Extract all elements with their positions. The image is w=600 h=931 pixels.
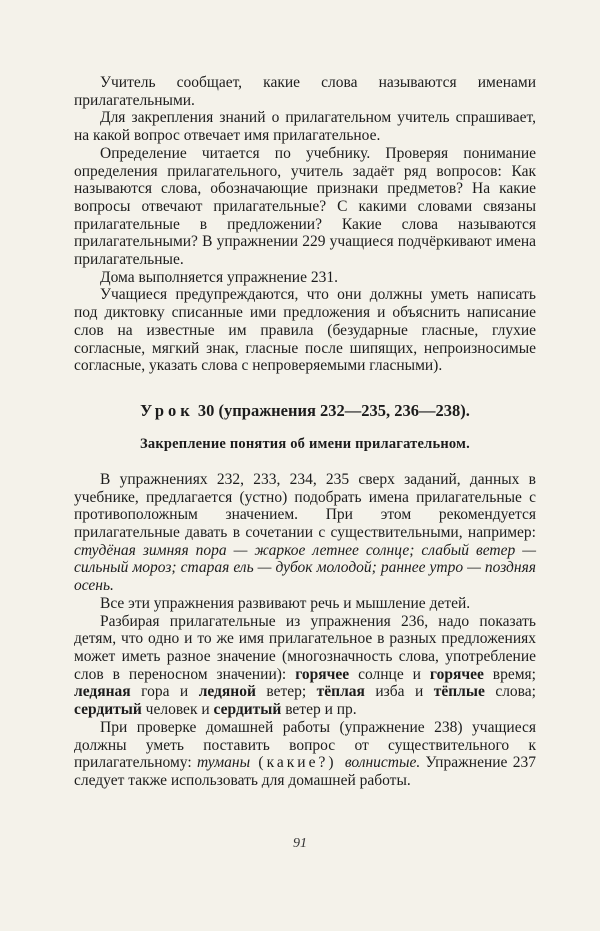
- paragraph-1: Учитель сообщает, какие слова называются именами прилагательными.: [74, 74, 536, 109]
- paragraph-6-text: В упражнениях 232, 233, 234, 235 сверх заданий, данных в учебнике, предлагается (устно) подобрать имена прилагательные с противоположным значением. При этом рекомендуется прилагательные давать в сочетании с существительными, например:: [74, 470, 536, 542]
- page-content: [74, 74, 536, 790]
- paragraph-8: [74, 613, 536, 719]
- paragraph-8-text: ветер и пр.: [281, 701, 357, 719]
- bold-word: сердитый: [213, 701, 282, 719]
- page-number: 91: [293, 836, 307, 851]
- paragraph-5: Учащиеся предупреждаются, что они должны уметь написать под диктовку списанные ими предложения и объяснить написание слов на известные им правила (безударные гласные, глухие согласные, мягкий знак, гласные после шипящих, непроизносимые согласные, указать слова с непроверяемыми гласными).: [74, 286, 536, 375]
- paragraph-8-text: гора и: [130, 683, 199, 701]
- paragraph-3: Определение читается по учебнику. Проверяя понимание определения прилагательного, учитель задаёт ряд вопросов: Как называются слова, обозначающие признаки предметов? На какие вопросы отвечают прилагательные? С какими словами связаны прилагательные в предложении? Какие слова называются прилагательными? В упражнении 229 учащиеся подчёркивают имена прилагательные.: [74, 144, 536, 269]
- paragraph-4: Дома выполняется упражнение 231.: [100, 268, 338, 286]
- paragraph-9-text: При проверке домашней работы (упражнение 238) учащиеся должны уметь поставить вопрос от существительного к прилагательному:: [74, 718, 536, 772]
- paragraph-8-text: человек и: [141, 701, 214, 719]
- paragraph-9: [74, 719, 536, 790]
- bold-word: ледяной: [198, 683, 256, 701]
- paragraph-7: Все эти упражнения развивают речь и мышление детей.: [100, 594, 471, 612]
- bold-word: сердитый: [74, 701, 142, 719]
- italic-word: туманы: [196, 754, 251, 772]
- bold-word: горячее: [429, 665, 484, 683]
- paragraph-9-text: Упражнение 237 следует также использовать для домашней работы.: [74, 754, 536, 789]
- paragraph-8-text: солнце и: [349, 665, 430, 683]
- paragraph-8-text: время;: [483, 665, 536, 683]
- bold-word: горячее: [295, 665, 350, 683]
- lesson-title: [74, 401, 536, 421]
- italic-word: волнистые.: [344, 754, 421, 772]
- bold-word: ледяная: [74, 683, 131, 701]
- paragraph-2: Для закрепления знаний о прилагательном учитель спрашивает, на какой вопрос отвечает имя прилагательное.: [74, 109, 536, 145]
- paragraph-6: [74, 471, 536, 595]
- question-word: (какие?): [250, 754, 345, 772]
- lesson-word: Урок: [140, 400, 194, 420]
- lesson-topic: Закрепление понятия об имени прилагательном.: [140, 435, 470, 452]
- paragraph-8-text: слова;: [484, 683, 536, 701]
- bold-word: тёплые: [433, 683, 485, 701]
- paragraph-8-text: ветер;: [255, 683, 317, 701]
- bold-word: тёплая: [316, 683, 365, 701]
- paragraph-6-examples: студёная зимняя пора — жаркое летнее солнце; слабый ветер — сильный мороз; старая ель — дубок молодой; раннее утро — поздняя осень.: [74, 541, 536, 595]
- paragraph-8-text: Разбирая прилагательные из упражнения 236, надо показать детям, что одно и то же имя прилагательное в разных предложениях может иметь разное значение (многозначность слова, употребление слов в переносном значении):: [74, 612, 536, 683]
- paragraph-8-text: изба и: [364, 683, 434, 701]
- lesson-details: 30 (упражнения 232—235, 236—238).: [193, 400, 470, 420]
